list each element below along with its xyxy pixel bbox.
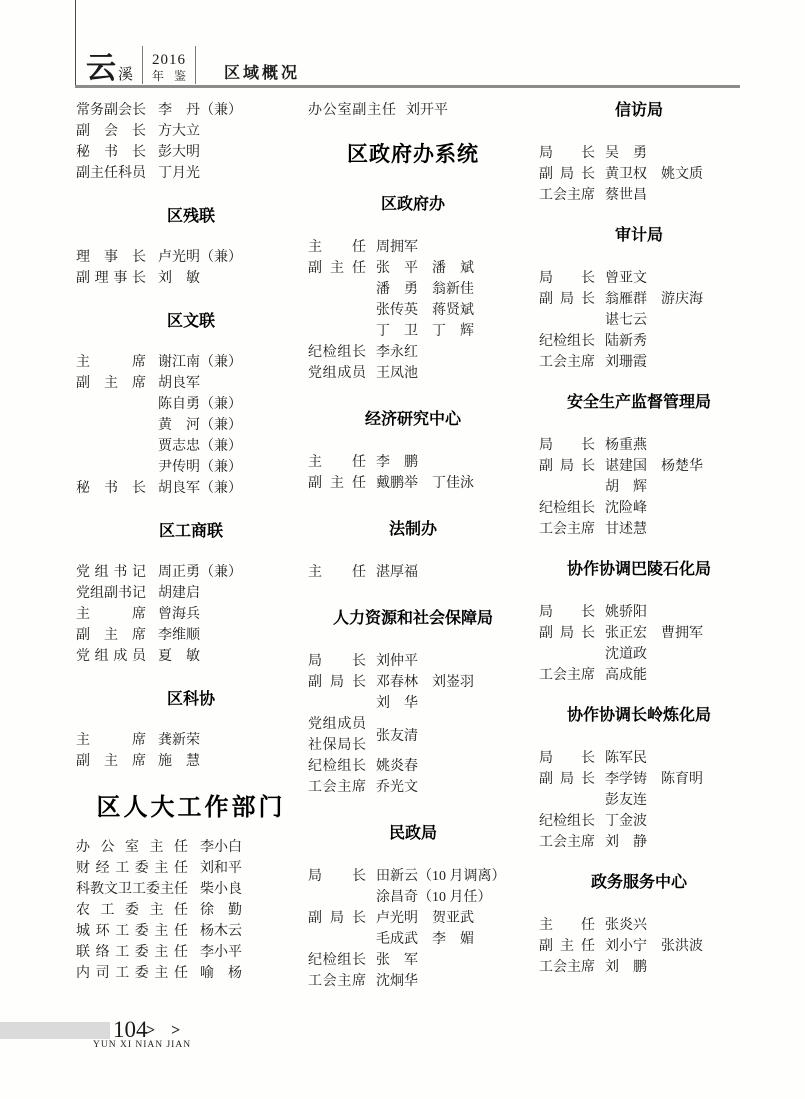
entry-row (308, 321, 518, 342)
entry-row (308, 693, 518, 714)
section-heading: 安全生产监督管理局 (566, 394, 711, 411)
group-title: 区政府办系统 (347, 143, 479, 166)
person-name: 刘仲平 (376, 654, 418, 669)
role-label: 副主席 (76, 628, 146, 643)
role-label (539, 790, 595, 811)
entry-row (76, 562, 306, 583)
role-label: 主任 (539, 918, 595, 933)
person-name: 胡良军 (158, 376, 200, 391)
entry-row (308, 363, 518, 384)
person-name: 柴小良 (200, 882, 242, 897)
role-label: 主任 (308, 565, 366, 580)
entry-row (308, 342, 518, 363)
entry-row (539, 331, 739, 352)
masthead-divider (195, 46, 196, 84)
entry-row (76, 858, 306, 879)
entry-row (308, 452, 518, 473)
person-name: 施 慧 (158, 754, 200, 769)
entry-row (308, 908, 518, 929)
entry-row (308, 756, 518, 777)
role-label (308, 693, 366, 714)
role-label: 财经工委主任 (76, 861, 188, 876)
person-name: 高成能 (605, 668, 647, 683)
entry-row (539, 268, 739, 289)
entry-row (539, 665, 739, 686)
role-label: 局长 (539, 271, 595, 286)
role-label (76, 394, 146, 415)
role-label: 副主席 (76, 376, 146, 391)
person-name: 陈自勇（兼） (158, 397, 242, 412)
entry-row (76, 121, 306, 142)
person-name: 方大立 (158, 124, 200, 139)
person-name: 谌七云 (605, 313, 647, 328)
person-name: 丁金波 (605, 814, 647, 829)
entry-row (539, 185, 739, 206)
person-name: 蔡世昌 (605, 188, 647, 203)
page-number: 104 (113, 1017, 148, 1042)
person-name: 徐 勤 (200, 903, 242, 918)
entry-row (76, 163, 306, 184)
person-name: 李小白 (200, 840, 242, 855)
section-heading: 政务服务中心 (590, 874, 687, 891)
person-name: 彭友连 (605, 793, 647, 808)
entry-row (76, 142, 306, 163)
column-right (539, 100, 739, 978)
entry-row (76, 730, 306, 751)
role-label: 城环工委主任 (76, 924, 188, 939)
role-label: 纪检组长 (308, 953, 366, 968)
person-name: 李学铸 陈育明 (605, 772, 703, 787)
entry-row (539, 602, 739, 623)
entry-row (76, 268, 306, 289)
entry-row (76, 604, 306, 625)
masthead-divider (142, 46, 143, 84)
entry-row (539, 644, 739, 665)
entry-row (539, 456, 739, 477)
entry-row (539, 289, 739, 310)
journal-name: YUN XI NIAN JIAN (93, 1040, 192, 1050)
person-name: 刘 华 (376, 696, 418, 711)
entry-row (308, 562, 518, 583)
role-label: 农工委主任 (76, 903, 188, 918)
entry-row (308, 100, 518, 121)
entry-row (539, 310, 739, 331)
year-text: 2016 (152, 52, 187, 68)
role-label: 党组成员 (308, 366, 366, 381)
role-label: 副主任 (539, 939, 595, 954)
person-name: 刘小宁 张洪波 (605, 939, 703, 954)
role-label: 理事长 (76, 250, 146, 265)
role-label: 内司工委主任 (76, 966, 188, 981)
role-label: 副局长 (308, 911, 366, 926)
role-label: 主任 (308, 455, 366, 470)
entry-row (539, 748, 739, 769)
person-name: 毛成武 李 媚 (376, 932, 474, 947)
entry-row (308, 971, 518, 992)
section-heading: 协作协调巴陵石化局 (566, 561, 711, 578)
person-name: 湛厚福 (376, 565, 418, 580)
entry-row (539, 957, 739, 978)
role-label: 副主任 (308, 261, 366, 276)
entry-row (76, 921, 306, 942)
role-label (308, 300, 366, 321)
person-name: 沈炯华 (376, 974, 418, 989)
section-heading: 审计局 (614, 227, 663, 244)
entry-row (308, 237, 518, 258)
entry-row (76, 352, 306, 373)
entry-row (76, 879, 306, 900)
section-heading: 经济研究中心 (364, 411, 461, 428)
person-name: 曾海兵 (158, 607, 200, 622)
role-label: 纪检组长 (539, 501, 595, 516)
role-label: 副主任 (308, 476, 366, 491)
person-name: 李 鹏 (376, 455, 418, 470)
role-label: 工会主席 (539, 188, 595, 203)
person-name: 张 平 潘 斌 (376, 261, 474, 276)
header-horizontal-rule (75, 85, 740, 88)
person-name: 杨重燕 (605, 438, 647, 453)
person-name: 戴鹏举 丁佳泳 (376, 476, 474, 491)
logo-char-small: 溪 (118, 67, 134, 83)
entry-row (76, 942, 306, 963)
entry-row (308, 777, 518, 798)
role-label: 副理事长 (76, 271, 146, 286)
person-name: 翁雁群 游庆海 (605, 292, 703, 307)
entry-row (308, 473, 518, 494)
role-label: 党组书记 (76, 565, 146, 580)
person-name: 姚炎春 (376, 759, 418, 774)
entry-row (76, 900, 306, 921)
role-label: 科教文卫工委主任 (76, 882, 188, 897)
section-heading: 民政局 (388, 825, 437, 842)
person-name: 黄 河（兼） (158, 418, 242, 433)
role-label: 局长 (308, 654, 366, 669)
entry-row (539, 352, 739, 373)
person-name: 刘开平 (406, 103, 448, 118)
page-number-arrows: > > (146, 1022, 187, 1039)
role-label: 工会主席 (539, 835, 595, 850)
role-label: 工会主席 (539, 355, 595, 370)
person-name: 胡良军（兼） (158, 481, 242, 496)
entry-row (76, 963, 306, 984)
entry-row (76, 478, 306, 499)
role-label: 副主席 (76, 754, 146, 769)
entry-row (539, 832, 739, 853)
section-heading: 人力资源和社会保障局 (332, 610, 493, 627)
role-label (308, 279, 366, 300)
role-label: 局长 (539, 146, 595, 161)
entry-row (76, 415, 306, 436)
entry-row (76, 646, 306, 667)
section-heading: 区残联 (166, 208, 215, 225)
role-label: 工会主席 (539, 668, 595, 683)
role-label: 主席 (76, 607, 146, 622)
role-label: 副局长 (539, 772, 595, 787)
person-name: 甘述慧 (605, 522, 647, 537)
person-name: 喻 杨 (200, 966, 242, 981)
entry-row-double-role (308, 714, 518, 756)
role-label: 主任 (308, 240, 366, 255)
entry-row (76, 457, 306, 478)
section-heading: 区政府办 (380, 196, 445, 213)
section-heading: 区文联 (166, 313, 215, 330)
role-label (76, 457, 146, 478)
entry-row (539, 164, 739, 185)
entry-row (76, 583, 306, 604)
role-label: 社保局长 (308, 738, 366, 753)
role-label: 工会主席 (539, 522, 595, 537)
person-name: 刘和平 (200, 861, 242, 876)
person-name: 李 丹（兼） (158, 103, 242, 118)
person-name: 夏 敏 (158, 649, 200, 664)
entry-row (539, 623, 739, 644)
section-heading: 法制办 (388, 521, 437, 538)
role-label: 副会长 (76, 124, 146, 139)
person-name: 刘珊霞 (605, 355, 647, 370)
column-middle (308, 100, 518, 992)
role-label: 秘书长 (76, 145, 146, 160)
entry-row (76, 394, 306, 415)
person-name: 刘 敏 (158, 271, 200, 286)
role-label (76, 436, 146, 457)
role-label: 副局长 (539, 459, 595, 474)
entry-row (76, 247, 306, 268)
role-label: 党组副书记 (76, 586, 146, 601)
person-name: 张正宏 曹拥军 (605, 626, 703, 641)
entry-row (539, 811, 739, 832)
person-name: 杨木云 (200, 924, 242, 939)
footer-gray-bar (0, 1022, 110, 1039)
section-heading: 区工商联 (158, 523, 223, 540)
logo-char-large: 云 (86, 52, 116, 85)
entry-row (308, 950, 518, 971)
header-vertical-rule (75, 0, 76, 85)
role-label: 联络工委主任 (76, 945, 188, 960)
role-label: 党组成员 (308, 717, 366, 732)
role-label: 副局长 (539, 626, 595, 641)
entry-row (539, 769, 739, 790)
person-name: 王凤池 (376, 366, 418, 381)
entry-row (308, 300, 518, 321)
person-name: 田新云（10 月调离） (376, 869, 506, 884)
person-name: 卢光明（兼） (158, 250, 242, 265)
entry-row (76, 100, 306, 121)
person-name: 张炎兴 (605, 918, 647, 933)
entry-row (539, 435, 739, 456)
entry-row (308, 887, 518, 908)
role-label: 主席 (76, 733, 146, 748)
group-title: 区人大工作部门 (96, 794, 286, 821)
person-name: 曾亚文 (605, 271, 647, 286)
entry-row (76, 625, 306, 646)
role-label: 工会主席 (308, 780, 366, 795)
role-label: 局长 (539, 438, 595, 453)
person-name: 乔光文 (376, 780, 418, 795)
section-heading: 信访局 (614, 102, 663, 119)
role-label: 局长 (539, 751, 595, 766)
chapter-title: 区域概况 (224, 65, 301, 82)
person-name: 彭大明 (158, 145, 200, 160)
role-label: 工会主席 (308, 974, 366, 989)
entry-row (308, 672, 518, 693)
person-name: 陆新秀 (605, 334, 647, 349)
role-label (76, 415, 146, 436)
person-name: 沈险峰 (605, 501, 647, 516)
role-label: 常务副会长 (76, 103, 146, 118)
person-name: 刘 静 (605, 835, 647, 850)
role-label: 副局长 (308, 675, 366, 690)
entry-row (76, 373, 306, 394)
role-label: 办公室副主任 (308, 103, 396, 118)
role-label: 局长 (539, 605, 595, 620)
role-label: 副局长 (539, 292, 595, 307)
person-name: 姚骄阳 (605, 605, 647, 620)
person-name: 贾志忠（兼） (158, 439, 242, 454)
role-label: 主席 (76, 355, 146, 370)
person-name: 陈军民 (605, 751, 647, 766)
role-label: 纪检组长 (308, 759, 366, 774)
entry-row (539, 519, 739, 540)
role-label (308, 929, 366, 950)
section-heading: 协作协调长岭炼化局 (566, 707, 711, 724)
entry-row (539, 143, 739, 164)
entry-row (539, 477, 739, 498)
person-name: 龚新荣 (158, 733, 200, 748)
person-name: 张友清 (376, 729, 418, 744)
role-label: 党组成员 (76, 649, 146, 664)
person-name: 李永红 (376, 345, 418, 360)
role-label: 副局长 (539, 167, 595, 182)
role-label (539, 310, 595, 331)
entry-row (76, 837, 306, 858)
year-block (152, 46, 186, 84)
masthead (86, 46, 300, 84)
entry-row (308, 258, 518, 279)
person-name: 丁月光 (158, 166, 200, 181)
role-label (308, 321, 366, 342)
entry-row (76, 436, 306, 457)
person-name: 丁 卫 丁 辉 (376, 324, 474, 339)
person-name: 邓春林 刘崟羽 (376, 675, 474, 690)
person-name: 涂昌奇（10 月任） (376, 890, 492, 905)
role-label: 秘书长 (76, 481, 146, 496)
person-name: 胡 辉 (605, 480, 647, 495)
person-name: 潘 勇 翁新佳 (376, 282, 474, 297)
entry-row (539, 915, 739, 936)
entry-row (76, 751, 306, 772)
role-label: 局长 (308, 869, 366, 884)
role-label: 纪检组长 (308, 345, 366, 360)
entry-row (308, 866, 518, 887)
person-name: 李小平 (200, 945, 242, 960)
person-name: 周拥军 (376, 240, 418, 255)
role-label: 副主任科员 (76, 166, 146, 181)
column-left (76, 100, 306, 984)
role-label (539, 477, 595, 498)
person-name: 黄卫权 姚文质 (605, 167, 703, 182)
person-name: 李维顺 (158, 628, 200, 643)
role-label (308, 887, 366, 908)
person-name: 卢光明 贺亚武 (376, 911, 474, 926)
person-name: 尹传明（兼） (158, 460, 242, 475)
person-name: 谢江南（兼） (158, 355, 242, 370)
person-name: 刘 鹏 (605, 960, 647, 975)
person-name: 谌建国 杨楚华 (605, 459, 703, 474)
person-name: 沈道政 (605, 647, 647, 662)
entry-row (539, 498, 739, 519)
role-label: 纪检组长 (539, 814, 595, 829)
entry-row (539, 936, 739, 957)
entry-row (308, 651, 518, 672)
person-name: 胡建启 (158, 586, 200, 601)
person-name: 张传英 蒋贤斌 (376, 303, 474, 318)
role-label: 工会主席 (539, 960, 595, 975)
entry-row (308, 279, 518, 300)
person-name: 张 军 (376, 953, 418, 968)
entry-row (308, 929, 518, 950)
role-label (539, 644, 595, 665)
person-name: 吴 勇 (605, 146, 647, 161)
role-label: 办公室主任 (76, 840, 188, 855)
person-name: 周正勇（兼） (158, 565, 242, 580)
yearbook-label: 年鉴 (152, 69, 187, 83)
section-heading: 区科协 (166, 691, 215, 708)
entry-row (539, 790, 739, 811)
role-label: 纪检组长 (539, 334, 595, 349)
